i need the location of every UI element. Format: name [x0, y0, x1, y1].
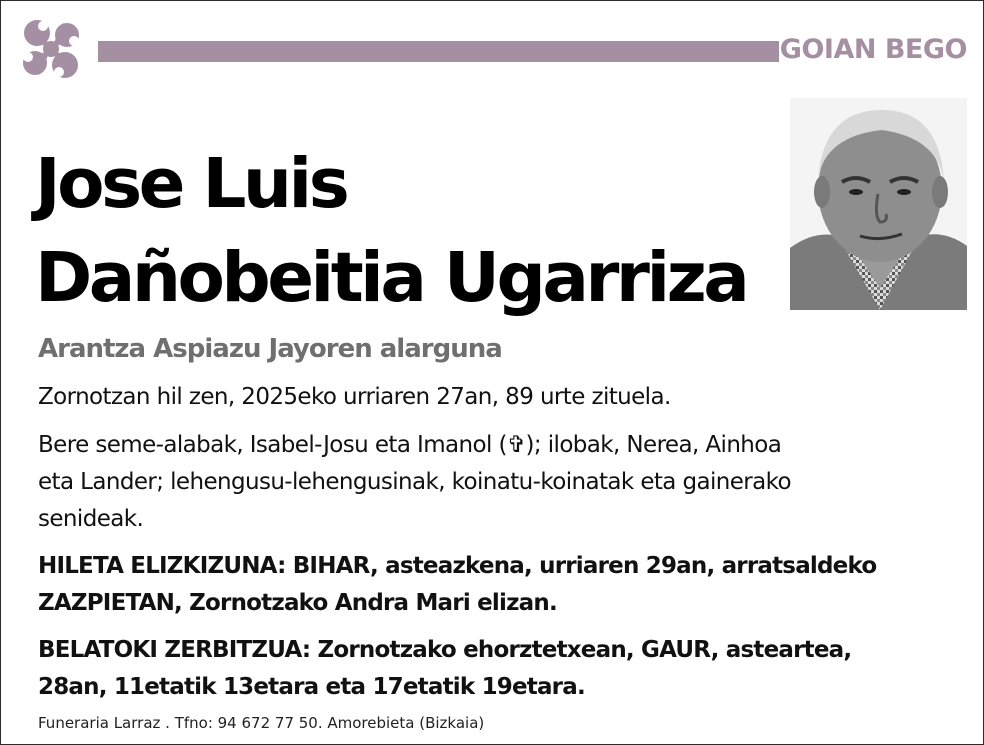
family-line2: eta Lander; lehengusu-lehengusinak, koinatu-koinatak eta gainerako	[38, 469, 792, 495]
spouse-line: Arantza Aspiazu Jayoren alarguna	[38, 334, 502, 364]
family-paragraph	[38, 427, 791, 538]
lauburu-icon	[13, 13, 89, 85]
header-bar	[98, 41, 779, 62]
funeral-line1: HILETA ELIZKIZUNA: BIHAR, asteazkena, urriaren 29an, arratsaldeko	[38, 553, 877, 579]
funeral-home-footer: Funeraria Larraz . Tfno: 94 672 77 50. Amorebieta (Bizkaia)	[38, 714, 485, 732]
wake-paragraph	[38, 632, 851, 706]
wake-line1: BELATOKI ZERBITZUA: Zornotzako ehorztetxean, GAUR, asteartea,	[38, 637, 852, 663]
portrait-photo	[790, 98, 967, 310]
wake-line2: 28an, 11etatik 13etara eta 17etatik 19etara.	[38, 674, 585, 700]
funeral-paragraph	[38, 548, 876, 622]
deceased-name-line1: Jose Luis	[35, 144, 347, 224]
funeral-line2: ZAZPIETAN, Zornotzako Andra Mari elizan.	[38, 590, 557, 616]
deceased-name	[35, 137, 746, 325]
family-line3: senideak.	[38, 506, 144, 532]
family-line1: Bere seme-alabak, Isabel-Josu eta Imanol (✞); ilobak, Nerea, Ainhoa	[38, 432, 782, 458]
death-line: Zornotzan hil zen, 2025eko urriaren 27an, 89 urte zituela.	[38, 384, 671, 410]
deceased-name-line2: Dañobeitia Ugarriza	[35, 238, 747, 318]
header-label: GOIAN BEGO	[779, 34, 967, 65]
